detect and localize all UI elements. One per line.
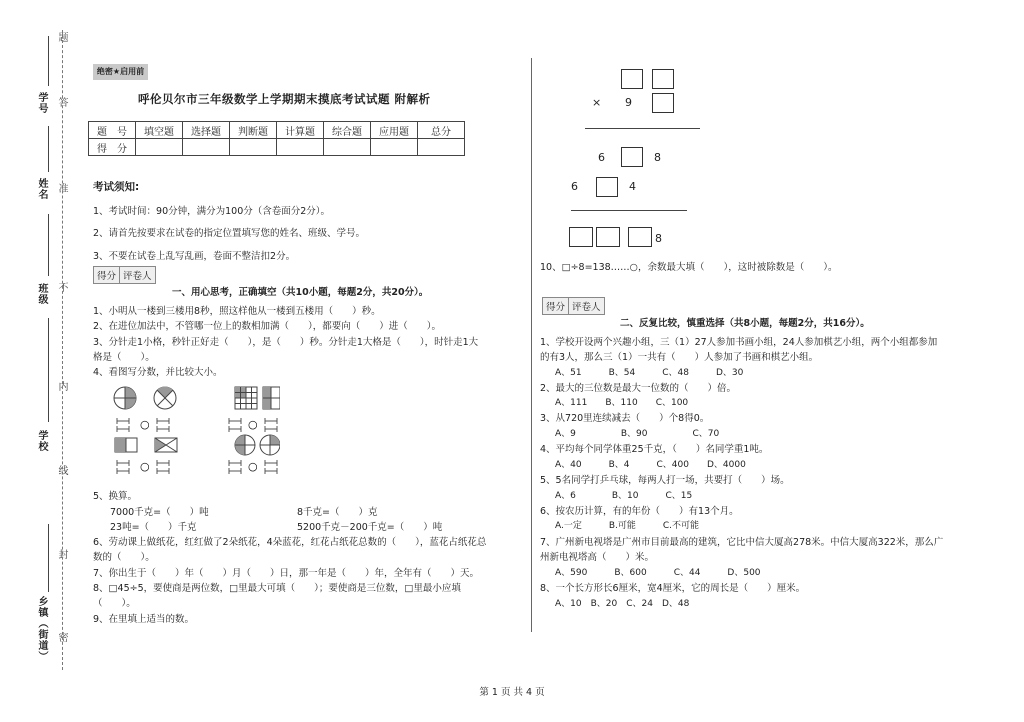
digit-box[interactable] [628,227,652,247]
margin-label-student-id: 学号 [36,92,47,114]
margin-char: 准 [56,183,67,193]
score-table-score-row [89,139,465,156]
compare-circle: ○ [140,418,150,431]
question-line: 8、一个长方形长6厘米，宽4厘米，它的周长是（ ）厘米。 [540,583,806,594]
question-line: 2、在进位加法中，不管哪一位上的数相加满（ ），都要向（ ）进（ ）。 [93,321,442,332]
compare-circle: ○ [248,460,258,473]
question-line: 4、看图写分数，并比较大小。 [93,367,223,378]
section1-heading: 一、用心思考，正确填空（共10小题，每题2分，共20分）。 [172,287,429,298]
margin-label-school: 学校 [36,430,47,452]
score-entry-cell[interactable] [371,139,418,156]
compare-circle: ○ [140,460,150,473]
question-line: 格是（ ）。 [93,352,155,363]
question-line: 4、平均每个同学体重25千克，（ ）名同学重1吨。 [540,444,769,455]
score-entry-cell[interactable] [324,139,371,156]
fraction-circle-d [260,435,280,455]
margin-field-line [48,318,49,422]
digit: 8 [655,232,662,245]
margin-field-line [48,126,49,172]
digit-box[interactable] [569,227,593,247]
score-entry-cell[interactable] [418,139,465,156]
digit: 6 [571,180,578,193]
calc-rule [585,128,700,129]
answer-options: A、6 B、10 C、15 [555,491,693,501]
question-line: 3、分针走1小格，秒针正好走（ ），是（ ）秒。分针走1大格是（ ），时针走1大 [93,337,479,348]
score-table-cell: 应用题 [371,122,418,139]
question-line: 5、5名同学打乒乓球，每两人打一场，共要打（ ）场。 [540,475,790,486]
compare-circle: ○ [248,418,258,431]
question-line: 6、按农历计算，有的年份（ ）有13个月。 [540,506,739,517]
digit-box[interactable] [652,93,674,113]
margin-char: 密 [56,632,67,642]
answer-options: A.一定 B.可能 C.不可能 [555,521,700,531]
section2-heading: 二、反复比较，慎重选择（共8小题，每题2分，共16分）。 [620,318,870,329]
fraction-grid-a [235,387,257,409]
fraction-circle-c [235,435,255,455]
fraction-grid-b [263,387,280,409]
score-entry-cell[interactable] [230,139,277,156]
conversion-item: 7000千克=（ ）吨 [110,507,209,518]
score-table-cell: 选择题 [183,122,230,139]
answer-options: A、10 B、20 C、24 D、48 [555,599,690,609]
grader-box [93,266,156,284]
score-table-cell: 计算题 [277,122,324,139]
question-line: （ ）。 [93,598,136,609]
question-line: 数的（ ）。 [93,552,155,563]
question-line: 8、□45÷5，要使商是两位数，□里最大可填（ ）；要使商是三位数，□里最小应填 [93,583,461,594]
margin-field-line [48,524,49,592]
margin-char: 内 [56,381,67,391]
question-line: 的有3人，那么三（1）一共有（ ）人参加了书画和棋艺小组。 [540,352,819,363]
question-line: 州新电视塔高（ ）米。 [540,552,655,563]
question-line: 7、你出生于（ ）年（ ）月（ ）日，那一年是（ ）年，全年有（ ）天。 [93,568,480,579]
margin-field-line [48,214,49,276]
fraction-rect-b [155,438,177,452]
answer-options: A、40 B、4 C、400 D、4000 [555,460,746,470]
question-line: 3、从720里连续减去（ ）个8得0。 [540,413,710,424]
score-table-cell: 题 号 [89,122,136,139]
grader-box-grader: 评卷人 [572,302,601,313]
score-entry-cell[interactable] [277,139,324,156]
digit: 6 [598,151,605,164]
margin-field-line [48,36,49,86]
question-line: 1、学校开设两个兴趣小组，三（1）27人参加书画小组，24人参加棋艺小组，两个小组都参加 [540,337,938,348]
score-entry-cell[interactable] [136,139,183,156]
conversion-item: 23吨=（ ）千克 [110,522,197,533]
grader-box-score: 得分 [543,298,569,314]
fraction-circle-b [154,387,176,409]
score-table-cell: 得 分 [89,139,136,156]
digit-box[interactable] [596,177,618,197]
times-sign: × [592,96,602,109]
conversion-item: 8千克=（ ）克 [297,507,378,518]
margin-char: 题 [56,32,67,42]
fraction-rect-a [115,438,137,452]
fraction-circle-a [114,387,136,409]
question-line: 10、□÷8=138……○，余数最大填（ ），这时被除数是（ ）。 [540,262,838,273]
note-item: 3、不要在试卷上乱写乱画，卷面不整洁扣2分。 [93,251,296,262]
answer-options: A、9 B、90 C、70 [555,429,720,439]
confidential-stamp: 绝密★启用前 [93,64,148,80]
digit-box[interactable] [652,69,674,89]
question-line: 2、最大的三位数是最大一位数的（ ）倍。 [540,383,737,394]
digit-box[interactable] [621,69,643,89]
answer-options: A、590 B、600 C、44 D、500 [555,568,761,578]
column-divider [531,58,532,632]
fraction-figures [105,380,280,480]
score-table-header-row [89,122,465,139]
digit: 8 [654,151,661,164]
question-line: 9、在里填上适当的数。 [93,614,195,625]
digit-box[interactable] [621,147,643,167]
margin-label-name: 姓名 [36,178,47,200]
margin-dash-line [62,30,63,670]
digit: 4 [629,180,636,193]
margin-char: 封 [56,549,67,559]
digit-box[interactable] [596,227,620,247]
score-table [88,121,465,156]
grader-box-score: 得分 [94,267,120,283]
margin-char: 线 [56,465,67,475]
question-line: 5、换算。 [93,491,138,502]
note-item: 1、考试时间：90分钟，满分为100分（含卷面分2分）。 [93,206,331,217]
notes-heading: 考试须知: [93,181,140,193]
score-entry-cell[interactable] [183,139,230,156]
score-table-cell: 填空题 [136,122,183,139]
answer-options: A、111 B、110 C、100 [555,398,689,408]
question-line: 7、广州新电视塔是广州市目前最高的建筑，它比中信大厦高278米。中信大厦高322米，那么广 [540,537,944,548]
grader-box-grader: 评卷人 [123,271,152,282]
score-table-cell: 总分 [418,122,465,139]
question-line: 1、小明从一楼到三楼用8秒，照这样他从一楼到五楼用（ ）秒。 [93,306,381,317]
score-table-cell: 判断题 [230,122,277,139]
answer-options: A、51 B、54 C、48 D、30 [555,368,744,378]
margin-label-class: 班级 [36,283,47,305]
margin-label-township: 乡镇（街道） [36,596,47,662]
page-number: 第 1 页 共 4 页 [479,687,545,698]
margin-char: 不 [56,282,67,292]
digit: 9 [625,96,632,109]
margin-char: 答 [56,97,67,107]
question-line: 6、劳动课上做纸花，红红做了2朵纸花，4朵蓝花，红花占纸花总数的（ ），蓝花占纸花总 [93,537,487,548]
score-table-cell: 综合题 [324,122,371,139]
grader-box [542,297,605,315]
note-item: 2、请首先按要求在试卷的指定位置填写您的姓名、班级、学号。 [93,228,366,239]
page-title: 呼伦贝尔市三年级数学上学期期末摸底考试试题 附解析 [138,92,431,106]
conversion-item: 5200千克－200千克=（ ）吨 [297,522,443,533]
calc-rule [571,210,687,211]
